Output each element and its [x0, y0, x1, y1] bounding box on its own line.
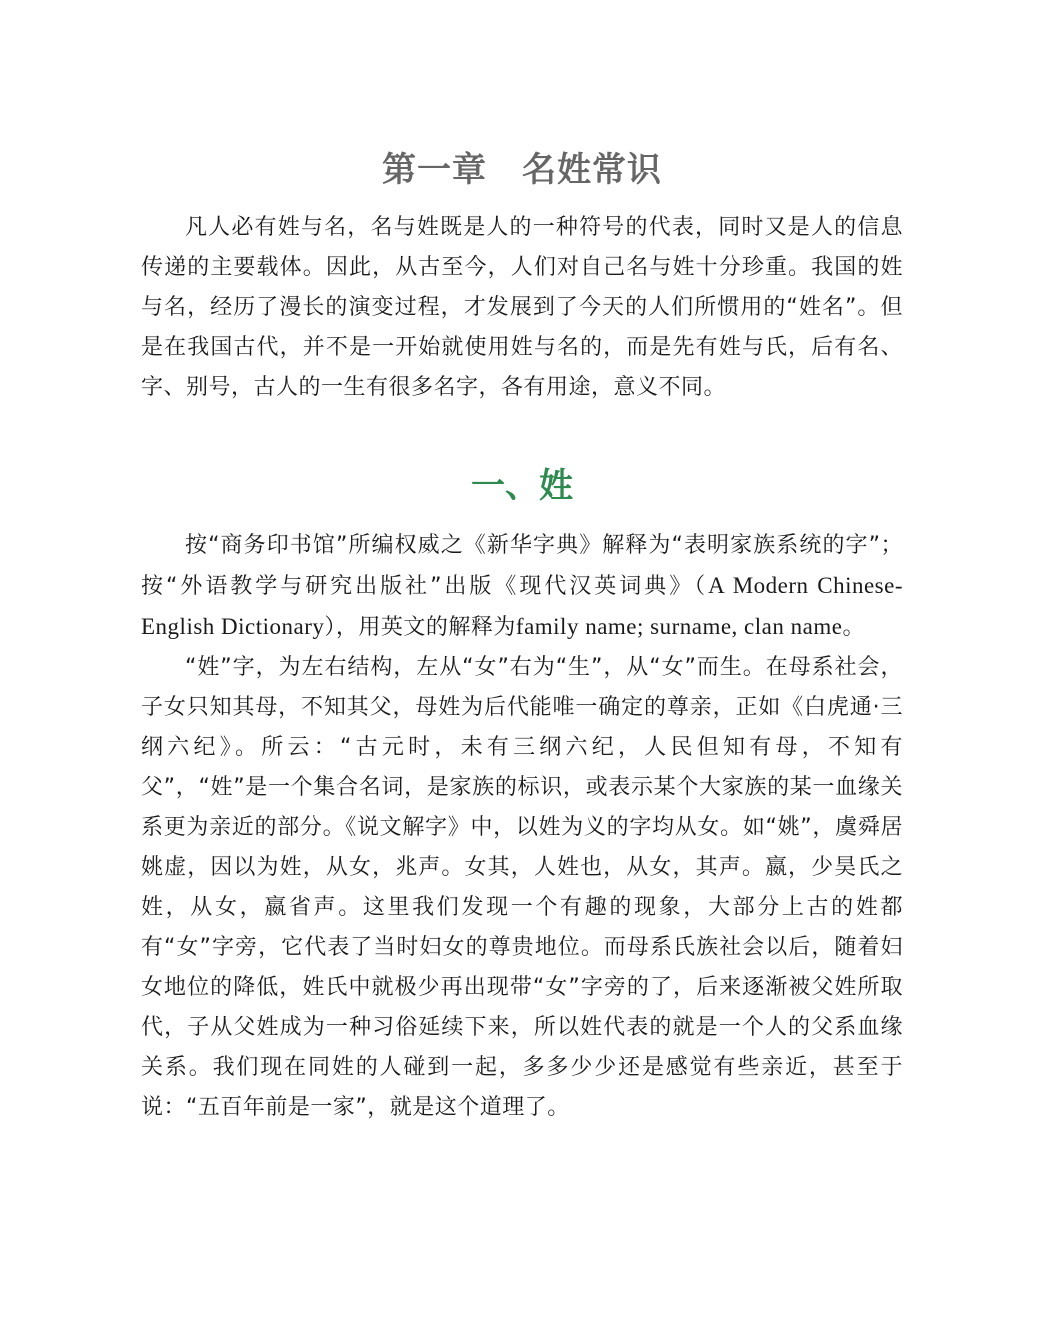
- english-definition: family name; surname, clan name: [515, 614, 843, 639]
- dictionary-english-title: A Modern Chinese-English Dictionary: [141, 573, 904, 639]
- section-body: [141, 526, 903, 1128]
- definition-text-1: 按“商务印书馆”所编权威之《新华字典》解释为“表明家族系统的字”；按“外语教学与研究出版社”出版《现代汉英词典》（: [141, 533, 903, 599]
- intro-section: [141, 208, 903, 408]
- definition-text-2: ），用英文的解释为: [324, 615, 516, 640]
- definition-paragraph: [141, 526, 903, 648]
- chapter-title: 第一章 名姓常识: [382, 150, 662, 190]
- character-origin-paragraph: “姓”字，为左右结构，左从“女”右为“生”，从“女”而生。在母系社会，子女只知其母，不知其父，母姓为后代能唯一确定的尊亲，正如《白虎通·三纲六纪》。所云：“古元时，未有三纲六纪，人民但知有母，不知有父”，“姓”是一个集合名词，是家族的标识，或表示某个大家族的某一血缘关系更为亲近的部分。《说文解字》中，以姓为义的字均从女。如“姚”，虞舜居姚虚，因以为姓，从女，兆声。女其，人姓也，从女，其声。嬴，少昊氏之姓，从女，嬴省声。这里我们发现一个有趣的现象，大部分上古的姓都有“女”字旁，它代表了当时妇女的尊贵地位。而母系氏族社会以后，随着妇女地位的降低，姓氏中就极少再出现带“女”字旁的了，后来逐渐被父姓所取代，子从父姓成为一种习俗延续下来，所以姓代表的就是一个人的父系血缘关系。我们现在同姓的人碰到一起，多多少少还是感觉有些亲近，甚至于说：“五百年前是一家”，就是这个道理了。: [141, 655, 903, 1120]
- definition-text-3: 。: [842, 615, 865, 640]
- intro-paragraph: 凡人必有姓与名，名与姓既是人的一种符号的代表，同时又是人的信息传递的主要载体。因此，从古至今，人们对自己名与姓十分珍重。我国的姓与名，经历了漫长的演变过程，才发展到了今天的人们所惯用的“姓名”。但是在我国古代，并不是一开始就使用姓与名的，而是先有姓与氏，后有名、字、别号，古人的一生有很多名字，各有用途，意义不同。: [141, 215, 903, 400]
- section-title: 一、姓: [471, 466, 573, 506]
